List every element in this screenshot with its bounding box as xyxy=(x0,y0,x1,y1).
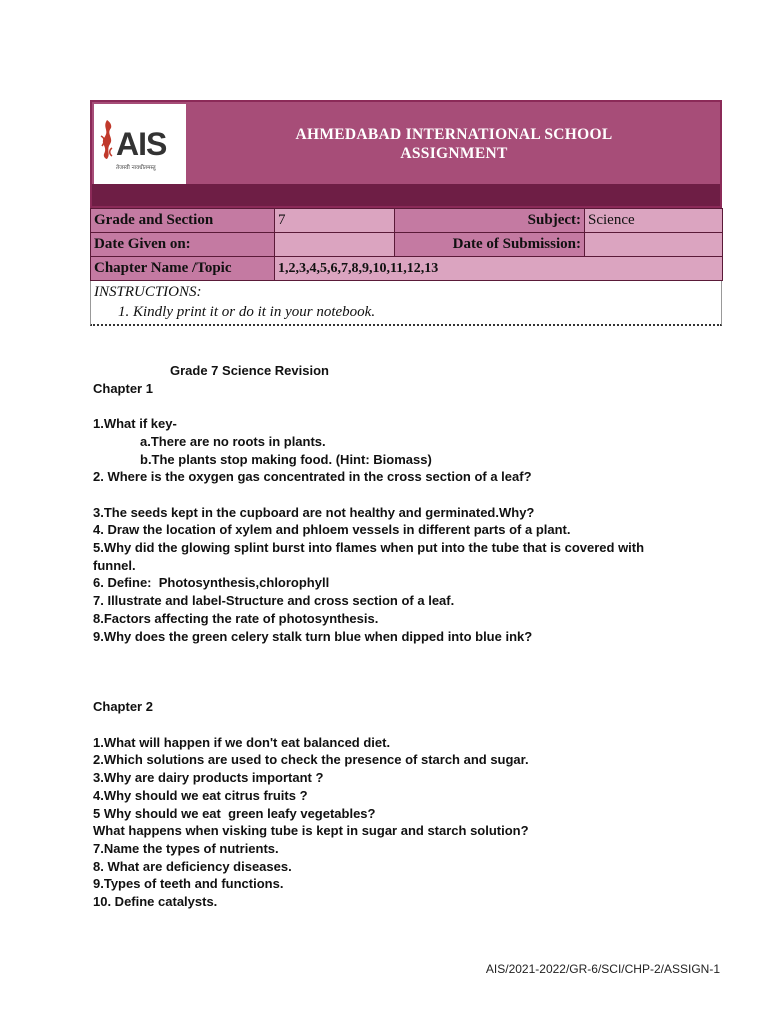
grade-value: 7 xyxy=(275,209,395,233)
subject-value: Science xyxy=(585,209,723,233)
question-line: 2. Where is the oxygen gas concentrated in the cross section of a leaf? xyxy=(93,469,532,485)
chapter1-heading: Chapter 1 xyxy=(93,380,153,396)
header-divider-band xyxy=(92,184,720,206)
question-line: b.The plants stop making food. (Hint: Biomass) xyxy=(140,451,432,467)
question-line: a.There are no roots in plants. xyxy=(140,433,326,449)
logo-text: AIS xyxy=(116,126,167,162)
question-line: 5.Why did the glowing splint burst into flames when put into the tube that is covered with xyxy=(93,540,645,556)
instructions-heading: INSTRUCTIONS: xyxy=(94,284,202,300)
flame-emblem-icon xyxy=(98,118,116,160)
logo-tagline: तेजस्वी नावधीतमस्तु xyxy=(116,165,156,171)
grade-subject-row xyxy=(91,209,723,233)
question-line: 5 Why should we eat green leafy vegetables? xyxy=(93,805,376,821)
document-code-footer: AIS/2021-2022/GR-6/SCI/CHP-2/ASSIGN-1 xyxy=(485,962,720,976)
school-logo xyxy=(94,104,186,184)
question-line: 7.Name the types of nutrients. xyxy=(93,840,279,856)
question-line: 4.Why should we eat citrus fruits ? xyxy=(93,787,308,803)
assignment-info-table xyxy=(90,208,723,281)
school-title xyxy=(188,125,720,163)
school-name: AHMEDABAD INTERNATIONAL SCHOOL xyxy=(295,126,613,143)
chapter2-heading: Chapter 2 xyxy=(93,699,153,715)
instruction-item: 1. Kindly print it or do it in your notebook. xyxy=(118,304,376,320)
chapter-value: 1,2,3,4,5,6,7,8,9,10,11,12,13 xyxy=(275,257,723,281)
question-line: 10. Define catalysts. xyxy=(93,894,218,910)
document-type: ASSIGNMENT xyxy=(400,145,508,162)
subject-label: Subject: xyxy=(395,209,585,233)
question-line: 7. Illustrate and label-Structure and cross section of a leaf. xyxy=(93,593,455,609)
revision-questions xyxy=(93,362,733,911)
date-given-value xyxy=(275,233,395,257)
question-line: 8. What are deficiency diseases. xyxy=(93,858,292,874)
question-line: 1.What will happen if we don't eat balanced diet. xyxy=(93,734,391,750)
dates-row xyxy=(91,233,723,257)
chapter-row xyxy=(91,257,723,281)
question-line: 6. Define: Photosynthesis,chlorophyll xyxy=(93,575,330,591)
assignment-header-sheet xyxy=(90,100,722,326)
question-line: 3.Why are dairy products important ? xyxy=(93,770,324,786)
date-submission-value xyxy=(585,233,723,257)
chapter-label: Chapter Name /Topic xyxy=(91,257,275,281)
question-line: 1.What if key- xyxy=(93,416,177,432)
grade-label: Grade and Section xyxy=(91,209,275,233)
revision-title: Grade 7 Science Revision xyxy=(170,363,329,378)
question-line: 3.The seeds kept in the cupboard are not healthy and germinated.Why? xyxy=(93,504,535,520)
question-line: 9.Types of teeth and functions. xyxy=(93,876,284,892)
date-submission-label: Date of Submission: xyxy=(395,233,585,257)
question-line: What happens when visking tube is kept in sugar and starch solution? xyxy=(93,823,529,839)
question-line: funnel. xyxy=(93,557,136,573)
question-line: 8.Factors affecting the rate of photosynthesis. xyxy=(93,610,379,626)
instructions-box xyxy=(90,281,722,326)
header-banner xyxy=(90,100,722,208)
question-line: 2.Which solutions are used to check the presence of starch and sugar. xyxy=(93,752,529,768)
question-line: 9.Why does the green celery stalk turn blue when dipped into blue ink? xyxy=(93,628,533,644)
date-given-label: Date Given on: xyxy=(91,233,275,257)
question-line: 4. Draw the location of xylem and phloem vessels in different parts of a plant. xyxy=(93,522,571,538)
